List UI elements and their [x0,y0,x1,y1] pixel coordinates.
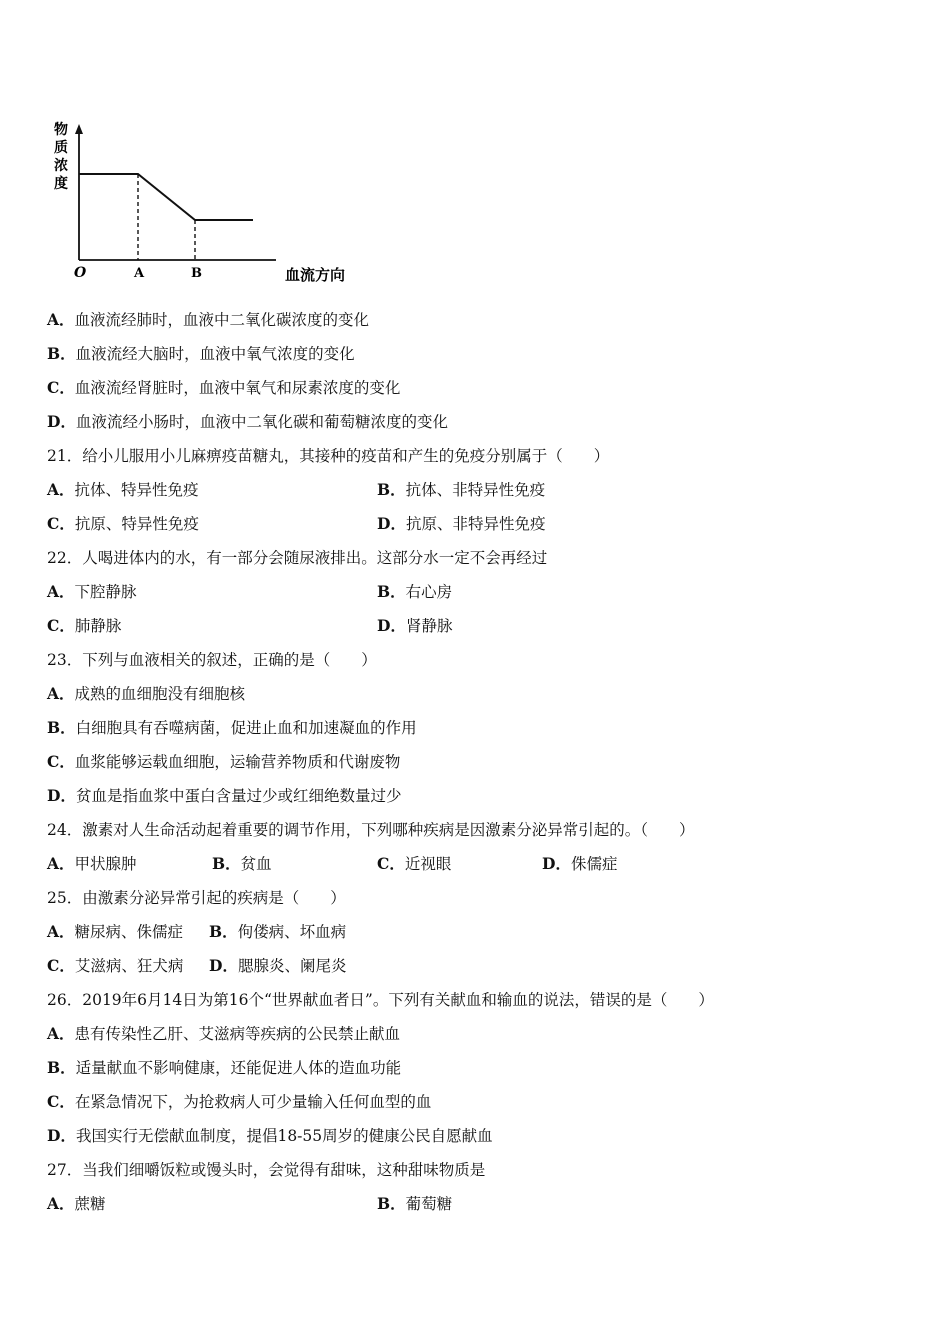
option-text: 肾静脉 [405,617,453,635]
option-letter: B． [212,854,241,873]
q21-stem: 21．给小儿服用小儿麻痹疫苗糖丸，其接种的疫苗和产生的免疫分别属于（ ） [47,447,610,465]
option-letter: B． [377,480,406,499]
option-text: 下腔静脉 [74,583,137,601]
option-text: 抗原、特异性免疫 [74,515,199,533]
q25-option-d [209,956,346,976]
option-text: 血液流经小肠时，血液中二氧化碳和葡萄糖浓度的变化 [75,413,448,431]
point-a-label: A [134,266,145,281]
q24-stem: 24．激素对人生命活动起着重要的调节作用，下列哪种疾病是因激素分泌异常引起的。（ ） [47,821,695,839]
option-text: 血液流经大脑时，血液中氧气浓度的变化 [75,345,355,363]
q26-stem: 26．2019年6月14日为第16个“世界献血者日”。下列有关献血和输血的说法，错误的是（ ） [47,991,714,1009]
q22-stem: 22．人喝进体内的水，有一部分会随尿液排出。这部分水一定不会再经过 [47,549,548,567]
q24-option-c [377,854,451,874]
option-letter: A． [47,480,75,499]
option-letter: B． [377,1194,406,1213]
q21-option-b [377,480,545,500]
option-letter: A． [47,684,75,703]
option-letter: C． [377,854,405,873]
y-axis-label-4: 度 [54,176,68,192]
q27-option-b [377,1194,452,1214]
option-letter: B． [209,922,238,941]
concentration-curve [79,174,253,220]
option-text: 侏儒症 [570,855,618,873]
q22-option-a [47,582,137,602]
option-text: 血液流经肾脏时，血液中氧气和尿素浓度的变化 [74,379,401,397]
option-text: 葡萄糖 [405,1195,453,1213]
option-letter: B． [377,582,406,601]
option-letter: A． [47,854,75,873]
option-letter: D． [47,1126,76,1145]
option-text: 蔗糖 [74,1195,106,1213]
option-text: 我国实行无偿献血制度，提倡18-55周岁的健康公民自愿献血 [75,1127,493,1145]
q20-option-a [47,310,369,330]
option-text: 抗原、非特异性免疫 [405,515,546,533]
option-letter: B． [47,1058,76,1077]
option-text: 白细胞具有吞噬病菌，促进止血和加速凝血的作用 [75,719,417,737]
option-letter: B． [47,718,76,737]
q22-option-c [47,616,121,636]
option-letter: A． [47,922,75,941]
option-text: 血液流经肺时，血液中二氧化碳浓度的变化 [74,311,370,329]
option-letter: A． [47,1194,75,1213]
q23-stem: 23．下列与血液相关的叙述，正确的是（ ） [47,651,377,669]
q24-option-d [542,854,617,874]
option-letter: D． [47,786,76,805]
option-letter: C． [47,378,75,397]
option-letter: C． [47,616,75,635]
option-letter: D． [47,412,76,431]
q23-option-c [47,752,400,772]
q26-option-c [47,1092,431,1112]
q26-option-a [47,1024,400,1044]
option-text: 血浆能够运载血细胞，运输营养物质和代谢废物 [74,753,401,771]
q25-option-c [47,956,183,976]
option-text: 肺静脉 [74,617,122,635]
q26-option-d [47,1126,493,1146]
q24-option-b [212,854,272,874]
option-text: 艾滋病、狂犬病 [74,957,184,975]
y-axis-label-1: 物 [54,122,68,138]
q22-option-b [377,582,452,602]
option-text: 在紧急情况下，为抢救病人可少量输入任何血型的血 [74,1093,432,1111]
option-text: 适量献血不影响健康，还能促进人体的造血功能 [75,1059,402,1077]
q24-option-a [47,854,137,874]
option-letter: A． [47,1024,75,1043]
option-letter: C． [47,1092,75,1111]
q27-option-a [47,1194,106,1214]
option-text: 患有传染性乙肝、艾滋病等疾病的公民禁止献血 [74,1025,401,1043]
q23-option-b [47,718,417,738]
option-letter: D． [209,956,238,975]
option-text: 糖尿病、侏儒症 [74,923,184,941]
option-text: 贫血 [240,855,272,873]
option-text: 甲状腺肿 [74,855,137,873]
option-letter: C． [47,956,75,975]
q27-stem: 27．当我们细嚼饭粒或馒头时，会觉得有甜味，这种甜味物质是 [47,1161,486,1179]
point-b-label: B [191,266,202,281]
option-letter: C． [47,514,75,533]
option-text: 抗体、非特异性免疫 [405,481,546,499]
option-letter: B． [47,344,76,363]
option-letter: A． [47,310,75,329]
q20-option-c [47,378,400,398]
q22-option-d [377,616,452,636]
option-text: 抗体、特异性免疫 [74,481,199,499]
option-letter: D． [377,616,406,635]
origin-label: O [74,265,87,281]
option-text: 近视眼 [404,855,452,873]
y-axis-label-2: 质 [54,140,68,156]
q23-option-a [47,684,245,704]
q21-option-c [47,514,199,534]
option-text: 佝偻病、坏血病 [237,923,347,941]
q21-option-d [377,514,545,534]
option-letter: D． [377,514,406,533]
q26-option-b [47,1058,401,1078]
option-text: 右心房 [405,583,453,601]
q25-stem: 25．由激素分泌异常引起的疾病是（ ） [47,889,346,907]
q23-option-d [47,786,401,806]
option-text: 腮腺炎、阑尾炎 [237,957,347,975]
x-axis-label: 血流方向 [285,266,346,284]
option-letter: C． [47,752,75,771]
option-text: 贫血是指血浆中蛋白含量过少或红细绝数量过少 [75,787,402,805]
q21-option-a [47,480,199,500]
y-axis-label-3: 浓 [54,158,68,174]
option-letter: A． [47,582,75,601]
q25-option-b [209,922,346,942]
concentration-graph [40,112,380,292]
option-text: 成熟的血细胞没有细胞核 [74,685,246,703]
q20-option-b [47,344,355,364]
option-letter: D． [542,854,571,873]
q20-option-d [47,412,448,432]
y-axis-arrow [75,124,83,134]
q25-option-a [47,922,183,942]
